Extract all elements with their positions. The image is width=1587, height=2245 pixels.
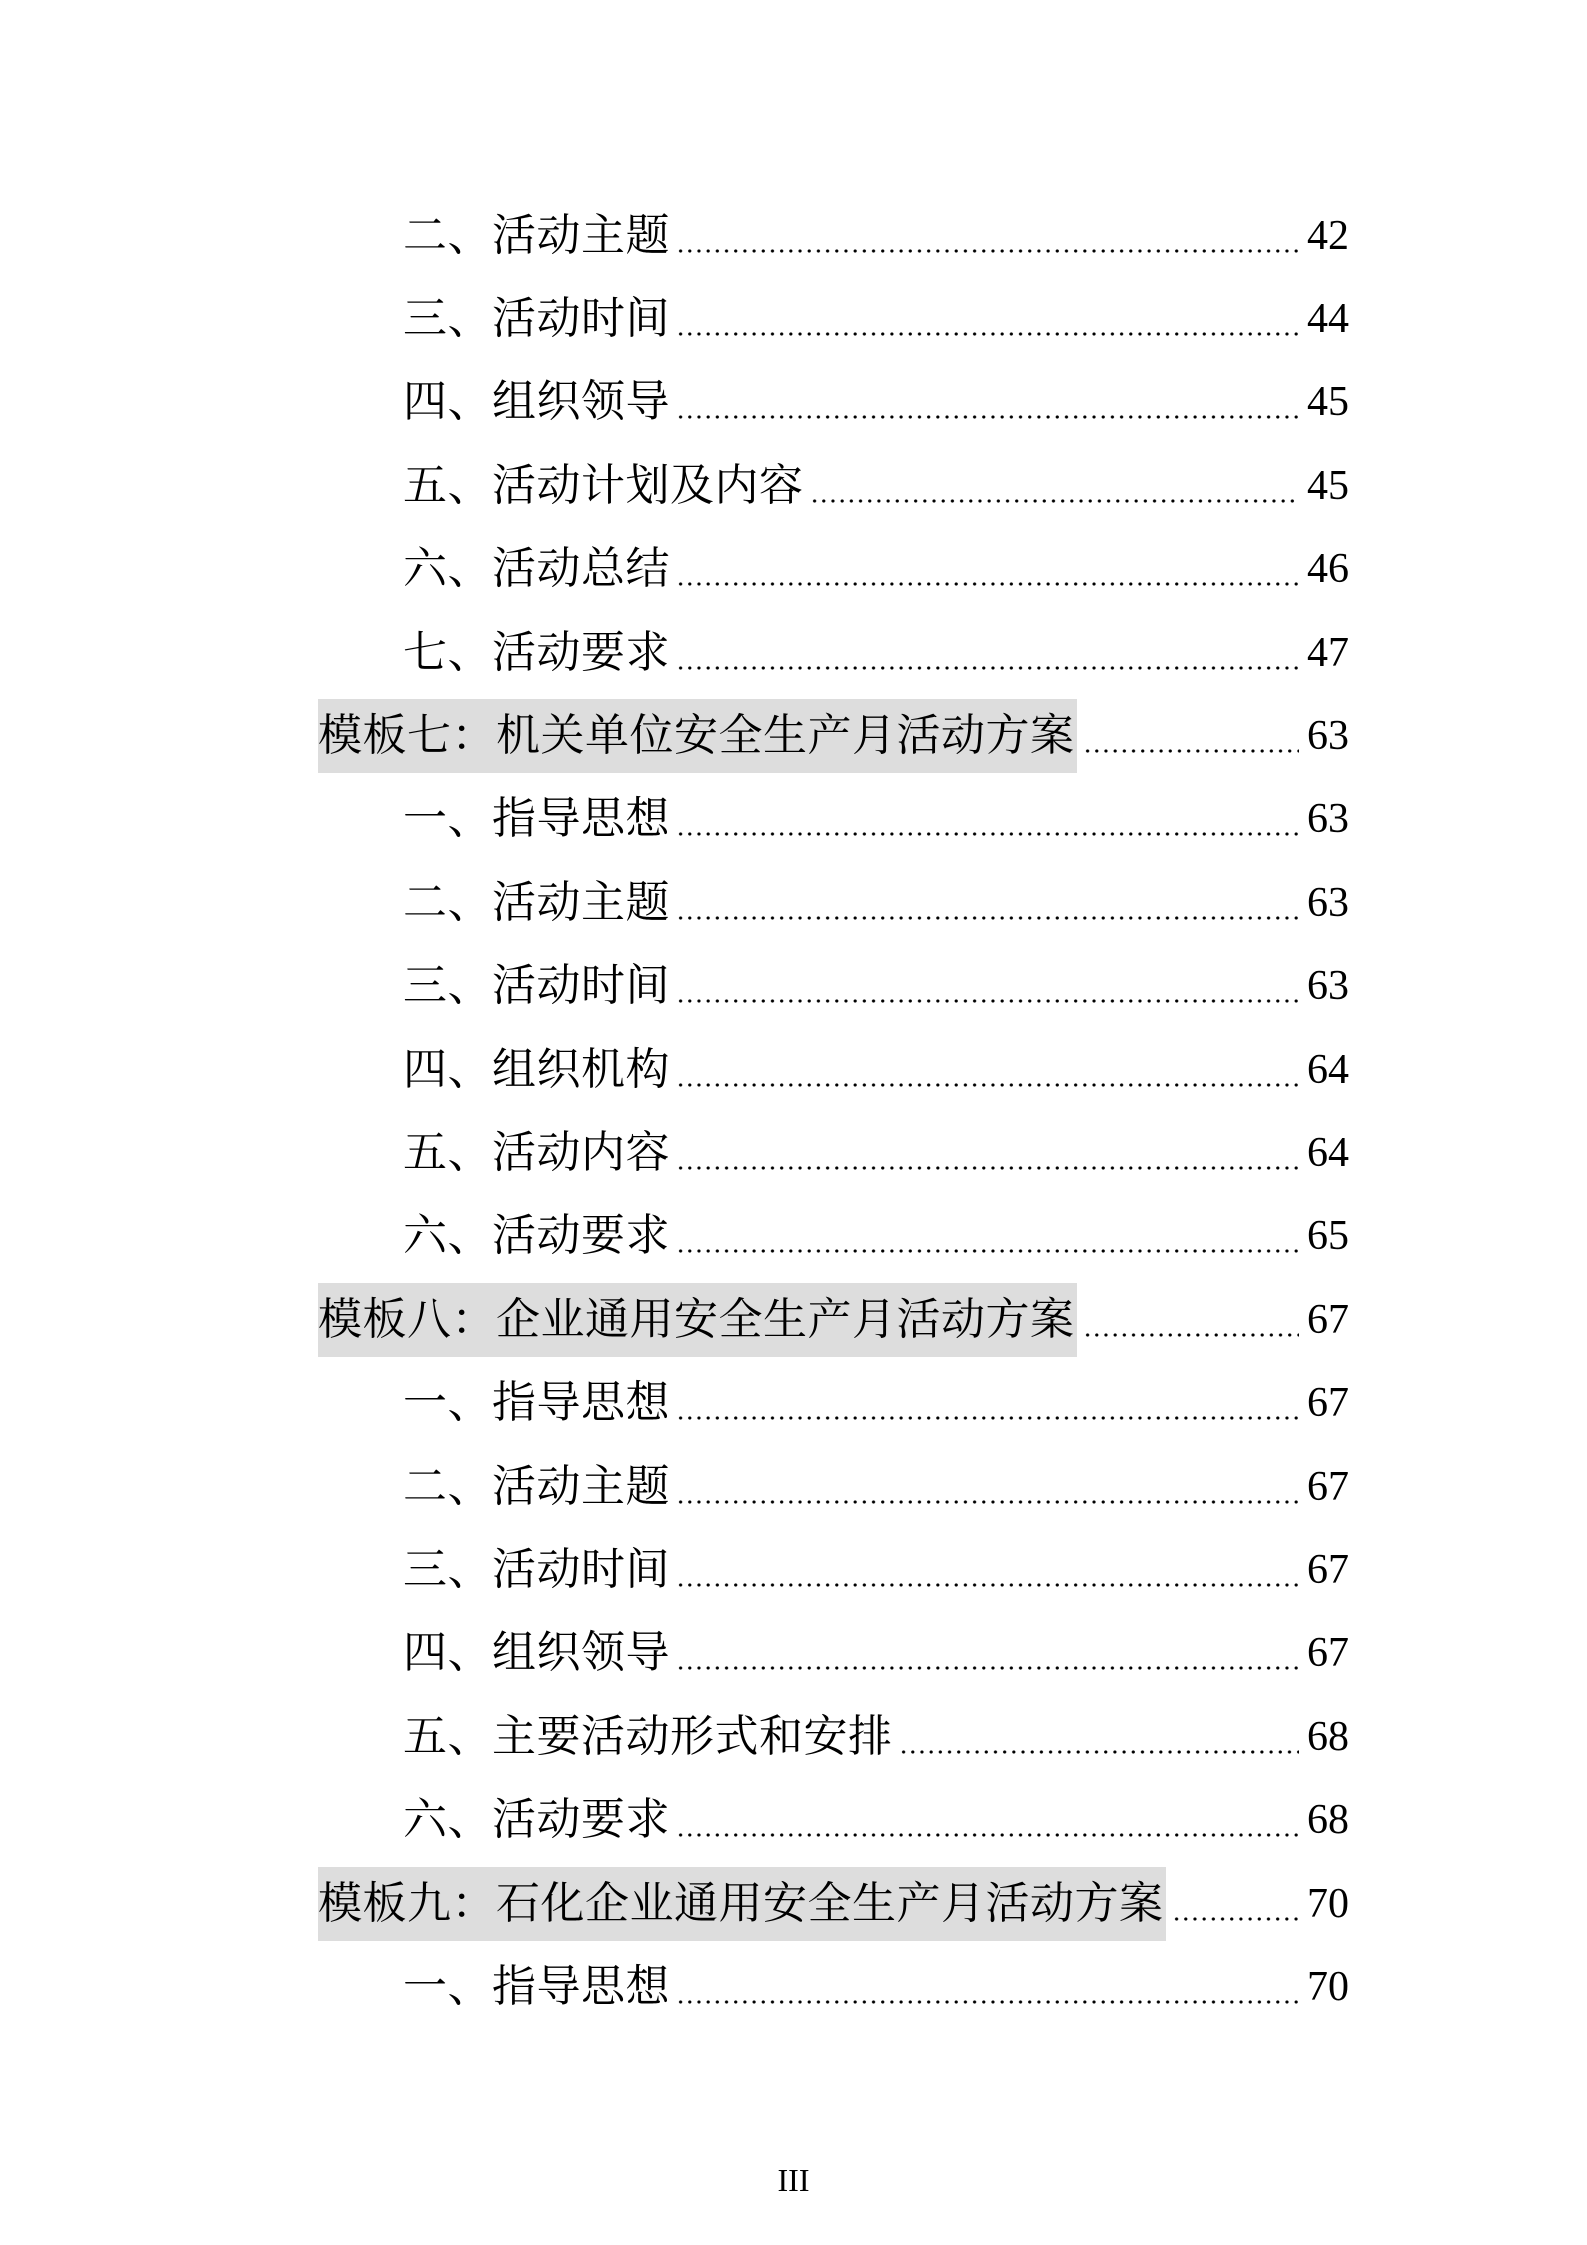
- toc-entry[interactable]: [403, 946, 1349, 1026]
- toc-entry-page: 63: [1307, 880, 1349, 926]
- toc-entry-page: 64: [1307, 1047, 1349, 1093]
- toc-entry-page: 64: [1307, 1130, 1349, 1176]
- toc-chapter-title: 模板九：石化企业通用安全生产月活动方案: [318, 1867, 1166, 1941]
- toc-entry-title: 二、活动主题: [403, 210, 670, 261]
- toc-entry-page: 45: [1307, 463, 1349, 509]
- toc-entry-page: 63: [1307, 713, 1349, 759]
- toc-entry[interactable]: [403, 779, 1349, 859]
- toc-entry-page: 68: [1307, 1714, 1349, 1760]
- toc-entry-title: 六、活动总结: [403, 543, 670, 594]
- toc-entry[interactable]: [403, 863, 1349, 943]
- toc-entry-title: 三、活动时间: [403, 1544, 670, 1595]
- toc-entry-page: 65: [1307, 1213, 1349, 1259]
- toc-entry-page: 63: [1307, 963, 1349, 1009]
- toc-entry[interactable]: [403, 1613, 1349, 1693]
- toc-dot-leader: [676, 557, 1299, 587]
- toc-dot-leader: [676, 1224, 1299, 1254]
- toc-dot-leader: [676, 1558, 1299, 1588]
- toc-entry-title: 一、指导思想: [403, 1961, 670, 2012]
- toc-entry-page: 67: [1307, 1297, 1349, 1343]
- toc-entry-page: 44: [1307, 296, 1349, 342]
- toc-chapter-title: 模板七：机关单位安全生产月活动方案: [318, 699, 1077, 773]
- toc-entry-title: 四、组织领导: [403, 1627, 670, 1678]
- toc-dot-leader: [1083, 1308, 1300, 1338]
- toc-entry[interactable]: [403, 279, 1349, 359]
- toc-entry-page: 70: [1307, 1881, 1349, 1927]
- toc-entry[interactable]: [403, 1113, 1349, 1193]
- toc-entry[interactable]: [403, 1780, 1349, 1860]
- toc-dot-leader: [899, 1725, 1300, 1755]
- toc-entry[interactable]: [403, 1530, 1349, 1610]
- toc-entry-title: 五、活动计划及内容: [403, 460, 804, 511]
- toc-dot-leader: [676, 390, 1299, 420]
- toc-entry-title: 二、活动主题: [403, 1461, 670, 1512]
- toc-entry[interactable]: [403, 529, 1349, 609]
- toc-entry-title: 七、活动要求: [403, 627, 670, 678]
- toc-entry-page: 63: [1307, 796, 1349, 842]
- toc-entry-title: 四、组织领导: [403, 376, 670, 427]
- toc-entry[interactable]: [403, 1697, 1349, 1777]
- toc-entry[interactable]: [403, 362, 1349, 442]
- toc-entry-page: 67: [1307, 1380, 1349, 1426]
- toc-entry-page: 47: [1307, 630, 1349, 676]
- toc-entry-page: 45: [1307, 379, 1349, 425]
- toc-entry[interactable]: [403, 1196, 1349, 1276]
- toc-dot-leader: [1083, 724, 1300, 754]
- toc-entry-title: 五、主要活动形式和安排: [403, 1711, 893, 1762]
- toc-entry[interactable]: [403, 446, 1349, 526]
- toc-dot-leader: [676, 974, 1299, 1004]
- toc-dot-leader: [676, 891, 1299, 921]
- toc-entry[interactable]: [403, 1030, 1349, 1110]
- toc-dot-leader: [810, 474, 1300, 504]
- toc-dot-leader: [676, 224, 1299, 254]
- toc-entry-page: 67: [1307, 1630, 1349, 1676]
- toc-chapter-entry[interactable]: [318, 1280, 1349, 1360]
- toc-entry-page: 67: [1307, 1464, 1349, 1510]
- toc-entry[interactable]: [403, 1447, 1349, 1527]
- toc-dot-leader: [676, 1975, 1299, 2005]
- toc-chapter-title: 模板八：企业通用安全生产月活动方案: [318, 1283, 1077, 1357]
- toc-entry-title: 一、指导思想: [403, 1377, 670, 1428]
- toc-dot-leader: [1172, 1892, 1300, 1922]
- toc-dot-leader: [676, 1641, 1299, 1671]
- toc-entry-page: 68: [1307, 1797, 1349, 1843]
- toc-dot-leader: [676, 1141, 1299, 1171]
- toc-dot-leader: [676, 1475, 1299, 1505]
- toc-dot-leader: [676, 1808, 1299, 1838]
- toc-entry-title: 六、活动要求: [403, 1794, 670, 1845]
- toc-entry-title: 二、活动主题: [403, 877, 670, 928]
- toc-entry[interactable]: [403, 1363, 1349, 1443]
- toc-entry-title: 三、活动时间: [403, 960, 670, 1011]
- toc-entry[interactable]: [403, 196, 1349, 276]
- toc-entry[interactable]: [403, 1947, 1349, 2027]
- toc-dot-leader: [676, 307, 1299, 337]
- toc-dot-leader: [676, 1391, 1299, 1421]
- toc-entry-title: 三、活动时间: [403, 293, 670, 344]
- toc-dot-leader: [676, 641, 1299, 671]
- toc-entry-title: 四、组织机构: [403, 1044, 670, 1095]
- toc-entry[interactable]: [403, 613, 1349, 693]
- toc-dot-leader: [676, 1058, 1299, 1088]
- toc-entry-page: 46: [1307, 546, 1349, 592]
- toc-chapter-entry[interactable]: [318, 1864, 1349, 1944]
- toc-dot-leader: [676, 807, 1299, 837]
- toc-entry-title: 一、指导思想: [403, 793, 670, 844]
- toc-entry-page: 67: [1307, 1547, 1349, 1593]
- page-number: III: [777, 2162, 810, 2198]
- toc-entry-page: 70: [1307, 1964, 1349, 2010]
- toc-chapter-entry[interactable]: [318, 696, 1349, 776]
- toc-entry-title: 五、活动内容: [403, 1127, 670, 1178]
- toc-entry-title: 六、活动要求: [403, 1210, 670, 1261]
- toc-entry-page: 42: [1307, 213, 1349, 259]
